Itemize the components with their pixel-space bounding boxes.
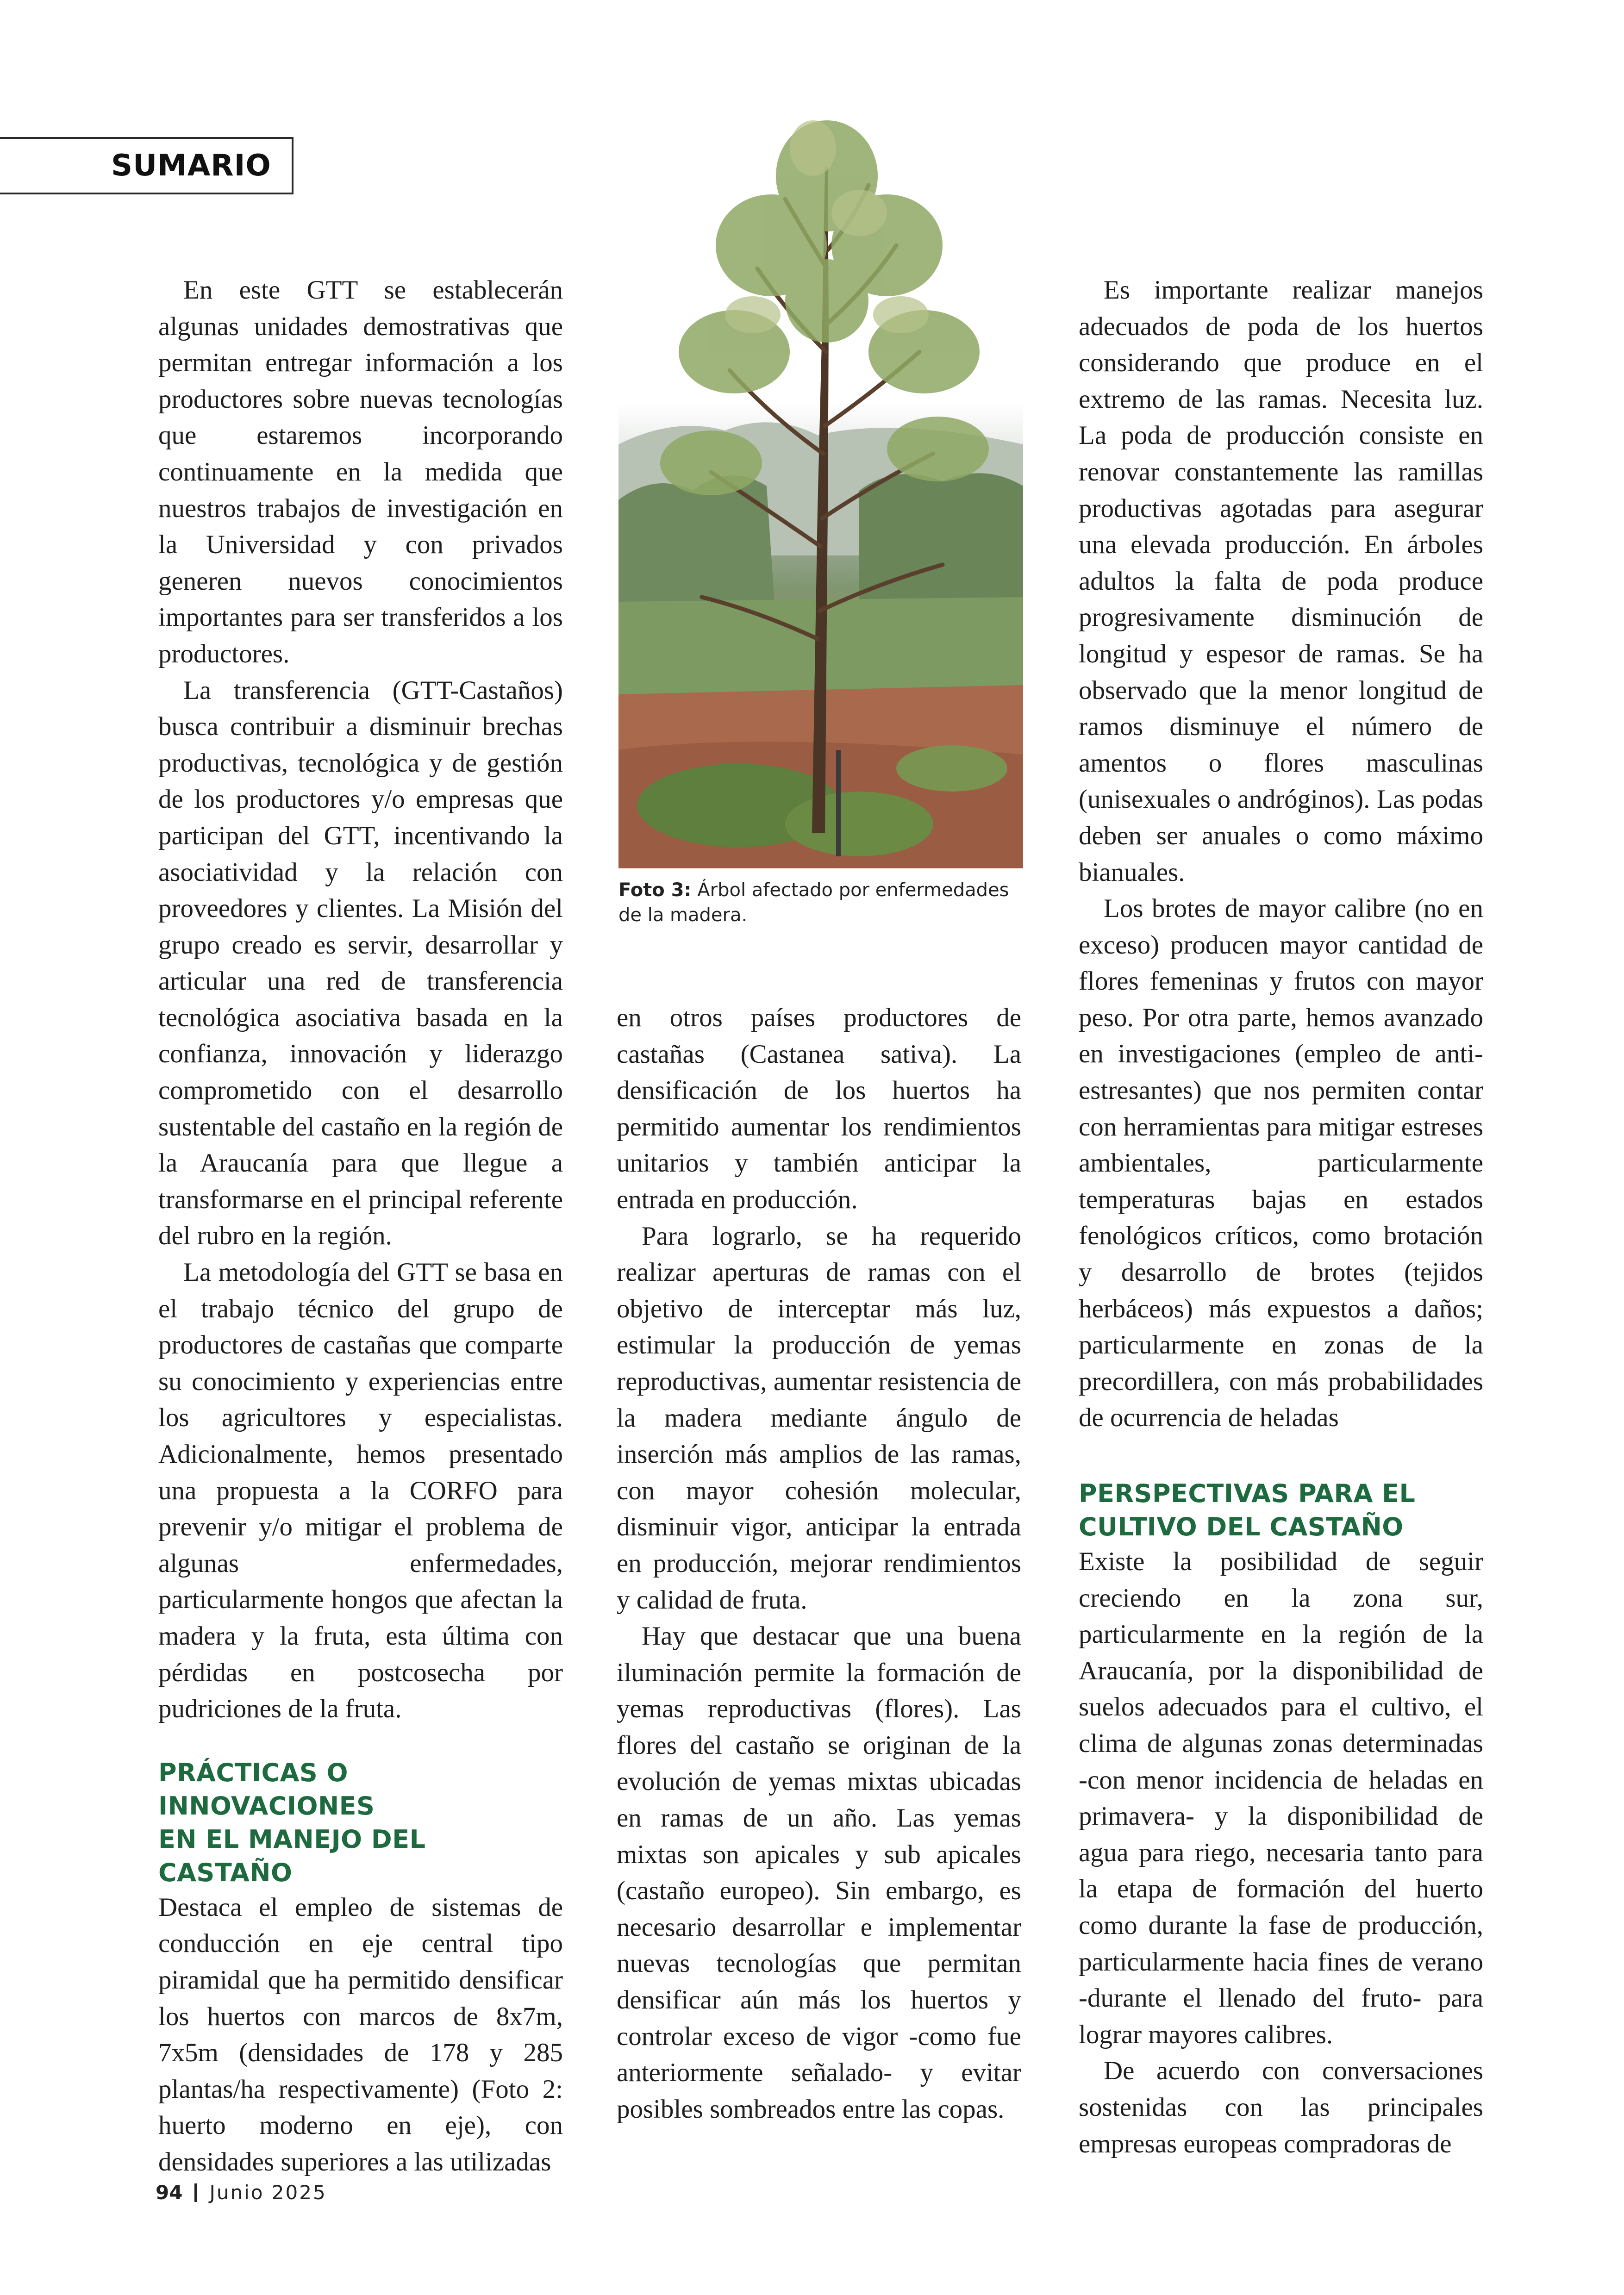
- paragraph: La transferencia (GTT-Castaños) busca contribuir a disminuir brechas productivas, tecnológica y de gestión de los productores y/o empresas que participan del GTT, incentivando la asociatividad y la relación con proveedores y clientes. La Misión del grupo creado es servir, desarrollar y articular una red de transferencia tecnológica asociativa basada en la confianza, innovación y liderazgo comprometido con el desarrollo sustentable del castaño en la región de la Araucanía para que llegue a transformarse en el principal referente del rubro en la región.: [158, 675, 563, 1251]
- caption-text: Árbol afectado por enfermedades de la madera.: [618, 879, 1009, 926]
- paragraph: Es importante realizar manejos adecuados de poda de los huertos considerando que produce en el extremo de las ramas. Necesita luz. La poda de producción consiste en renovar constantemente las ramillas productivas agotadas para asegurar una elevada producción. En árboles adultos la falta de poda produce progresivamente disminución de longitud y espesor de ramas. Se ha observado que la menor longitud de ramos disminuye el número de amentos o flores masculinas (unisexuales o andróginos). Las podas deben ser anuales o como máximo bianuales.: [1079, 275, 1483, 887]
- paragraph: en otros países productores de castañas (Castanea sativa). La densificación de los huertos ha permitido aumentar los rendimientos unitarios y también anticipar la entrada en producción.: [617, 1003, 1021, 1214]
- photo-caption: [618, 878, 1023, 928]
- section-heading-perspectivas: [1079, 1477, 1483, 1544]
- paragraph: Los brotes de mayor calibre (no en exceso) producen mayor cantidad de flores femeninas y frutos con mayor peso. Por otra parte, hemos avanzado en investigaciones (empleo de anti-estresantes) que nos permiten contar con herramientas para mitigar estreses ambientales, particularmente temperaturas bajas en estados fenológicos críticos, como brotación y desarrollo de brotes (tejidos herbáceos) más expuestos a daños; particularmente en zonas de la precordillera, con más probabilidades de ocurrencia de heladas: [1079, 894, 1483, 1433]
- paragraph: En este GTT se establecerán algunas unidades demostrativas que permitan entregar información a los productores sobre nuevas tecnologías que estaremos incorporando continuamente en la medida que nuestros trabajos de investigación en la Universidad y con privados generen nuevos conocimientos importantes para ser transferidos a los productores.: [158, 275, 563, 668]
- caption-label: Foto 3:: [618, 879, 692, 901]
- heading-line: EN EL MANEJO DEL CASTAÑO: [158, 1824, 426, 1887]
- tree-photo: [618, 93, 1023, 868]
- article-column-3: [1079, 272, 1483, 2162]
- chestnut-tree-illustration: [618, 93, 1023, 868]
- paragraph: De acuerdo con conversaciones sostenidas con las principales empresas europeas compradoras de: [1079, 2056, 1483, 2158]
- article-column-1: [158, 272, 563, 2181]
- article-column-2: [617, 1000, 1021, 2127]
- section-label: SUMARIO: [0, 137, 294, 194]
- paragraph: Existe la posibilidad de seguir creciendo en la zona sur, particularmente en la región de la Araucanía, por la disponibilidad de suelos adecuados para el cultivo, el clima de algunas zonas determinadas -con menor incidencia de heladas en primavera- y la disponibilidad de agua para riego, necesaria tanto para la etapa de formación del huerto como durante la fase de producción, particularmente hacia fines de verano -durante el llenado del fruto- para lograr mayores calibres.: [1079, 1547, 1483, 2049]
- heading-line: PERSPECTIVAS PARA EL: [1079, 1479, 1416, 1508]
- heading-line: CULTIVO DEL CASTAÑO: [1079, 1512, 1404, 1541]
- heading-line: PRÁCTICAS O INNOVACIONES: [158, 1758, 375, 1821]
- footer-divider: [194, 2183, 197, 2202]
- paragraph: Para lograrlo, se ha requerido realizar aperturas de ramas con el objetivo de interceptar más luz, estimular la producción de yemas reproductivas, aumentar resistencia de la madera mediante ángulo de inserción más amplios de las ramas, con mayor cohesión molecular, disminuir vigor, anticipar la entrada en producción, mejorar rendimientos y calidad de fruta.: [617, 1221, 1021, 1615]
- paragraph: Destaca el empleo de sistemas de conducción en eje central tipo piramidal que ha permitido densificar los huertos con marcos de 8x7m, 7x5m (densidades de 178 y 285 plantas/ha respectivamente) (Foto 2: huerto moderno en eje), con densidades superiores a las utilizadas: [158, 1892, 563, 2177]
- paragraph: La metodología del GTT se basa en el trabajo técnico del grupo de productores de castañas que comparte su conocimiento y experiencias entre los agricultores y especialistas. Adicionalmente, hemos presentado una propuesta a la CORFO para prevenir y/o mitigar el problema de algunas enfermedades, particularmente hongos que afectan la madera y la fruta, esta última con pérdidas en postcosecha por pudriciones de la fruta.: [158, 1258, 563, 1724]
- issue-date: Junio 2025: [209, 2181, 327, 2204]
- page-footer: [156, 2181, 327, 2204]
- paragraph: Hay que destacar que una buena iluminación permite la formación de yemas reproductivas (flores). Las flores del castaño se originan de la evolución de yemas mixtas ubicadas en ramas de un año. Las yemas mixtas son apicales y sub apicales (castaño europeo). Sin embargo, es necesario desarrollar e implementar nuevas tecnologías que permitan densificar aún más los huertos y controlar exceso de vigor -como fue anteriormente señalado- y evitar posibles sombreados entre las copas.: [617, 1621, 1021, 2124]
- section-heading-practicas: [158, 1756, 563, 1890]
- page-number: 94: [156, 2181, 183, 2204]
